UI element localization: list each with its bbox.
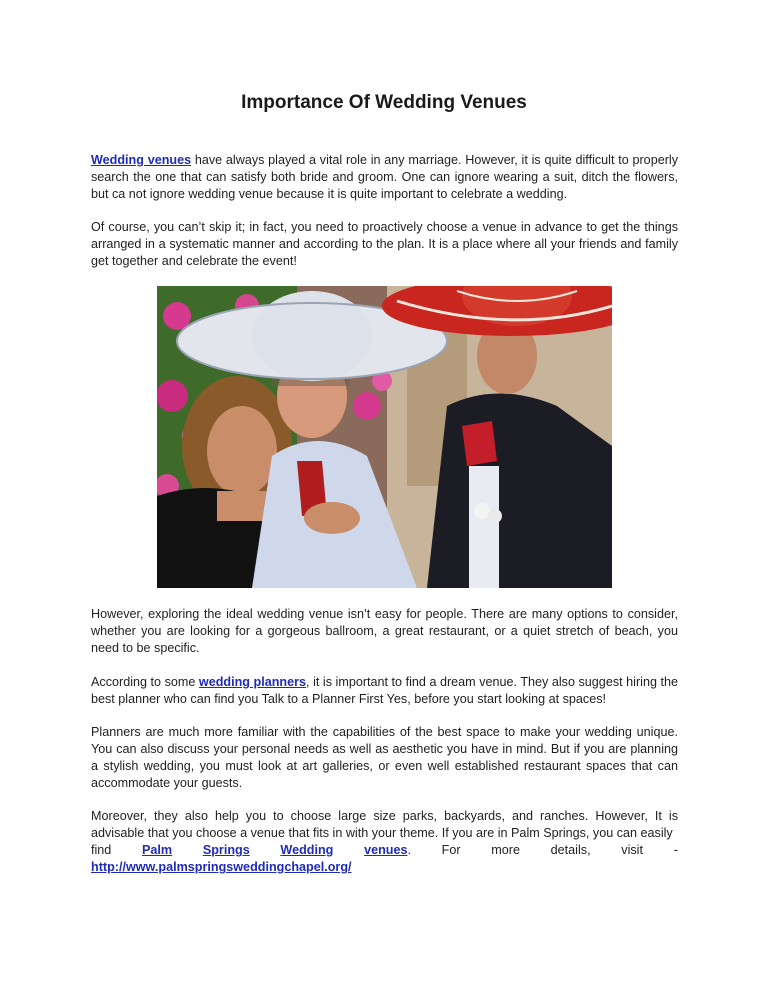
paragraph-moreover-text: Moreover, they also help you to choose large size parks, backyards, and ranches. However, It is advisable that you choose a venue that fits in with your theme. If you are in Palm Springs, you can easily (91, 809, 678, 840)
wedding-planners-link[interactable]: wedding planners (198, 675, 307, 689)
paragraph-exploring: However, exploring the ideal wedding venue isn’t easy for people. There are many options to consider, whether you are looking for a gorgeous ballroom, a great restaurant, or a quiet stretch of beach, you need to be specific. (91, 607, 678, 655)
paragraph-intro (91, 152, 678, 203)
page-title: Importance Of Wedding Venues (241, 92, 527, 113)
paragraph-planners-before: According to some (91, 675, 199, 689)
paragraph-planners (91, 674, 678, 708)
paragraph-skip: Of course, you can’t skip it; in fact, you need to proactively choose a venue in advance to get the things arranged in a systematic manner and according to the plan. It is a place where all your friends and family get together and celebrate the event! (91, 220, 678, 268)
paragraph-intro-text: have always played a vital role in any marriage. However, it is quite difficult to properly search the one that can satisfy both bride and groom. One can ignore wearing a suit, ditch the flowers, but ca not ignore wedding venue because it is quite important to celebrate a wedding. (91, 153, 678, 201)
visit-word: visit (621, 843, 643, 857)
for-word: For (441, 843, 461, 857)
paragraph-familiar: Planners are much more familiar with the capabilities of the best space to make your wedding unique. You can also discuss your personal needs as well as aesthetic you have in mind. But if you are planning a stylish wedding, you must look at art galleries, or even well established restaurant spaces that can accommodate your guests. (91, 725, 678, 790)
paragraph-moreover-link-line (91, 842, 678, 859)
paragraph-moreover (91, 808, 678, 876)
more-word: more (491, 843, 520, 857)
palm-springs-link-word-2[interactable]: Springs (202, 843, 250, 857)
palm-springs-link-word-3[interactable]: Wedding (280, 843, 334, 857)
palm-springs-link-tail (364, 842, 411, 859)
palm-springs-link-word-1[interactable]: Palm (142, 843, 173, 857)
details-word: details, (550, 843, 591, 857)
paragraph-planners-after: , it is important to find a dream venue. They also suggest hiring the best planner who can find you Talk to a Planner First Yes, before you start looking at spaces! (91, 675, 678, 706)
wedding-venues-link[interactable]: Wedding venues (91, 153, 192, 167)
dash: - (673, 843, 678, 857)
period: . (407, 843, 411, 857)
find-word: find (91, 843, 112, 857)
palm-springs-link-word-4[interactable]: venues (364, 843, 408, 857)
palm-springs-url-link[interactable]: http://www.palmspringsweddingchapel.org/ (91, 860, 352, 874)
wedding-photo (157, 286, 612, 588)
wedding-photo-illustration (157, 286, 612, 588)
